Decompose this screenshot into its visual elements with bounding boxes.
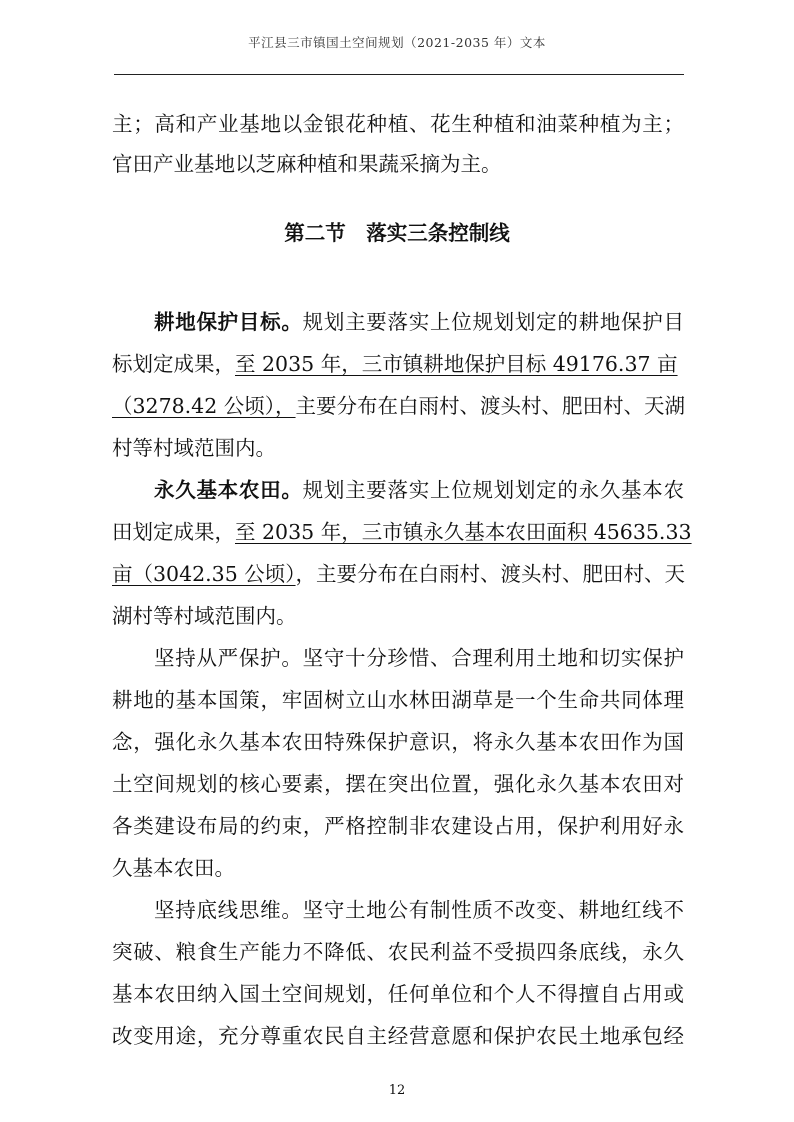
- text-run: 主；高和产业基地以金银花种植、花生种植和油菜种植为主；: [112, 112, 684, 136]
- underlined-text: （3278.42 公顷），: [112, 394, 296, 418]
- text-line: [112, 434, 684, 462]
- text-line: [112, 980, 684, 1008]
- section-heading: 第二节 落实三条控制线: [284, 221, 510, 245]
- text-run: 突破、粮食生产能力不降低、农民利益不受损四条底线，永久: [112, 940, 684, 964]
- underlined-text: 至 2035 年，三市镇永久基本农田面积 45635.33: [235, 520, 692, 544]
- text-run: 坚持底线思维。坚守土地公有制性质不改变、耕地红线不: [154, 898, 684, 922]
- text-line: [112, 728, 684, 756]
- text-run: 各类建设布局的约束，严格控制非农建设占用，保护利用好永: [112, 814, 684, 838]
- text-line: [112, 896, 684, 924]
- text-line: [112, 350, 684, 378]
- text-line: [112, 812, 684, 840]
- text-run: 坚持从严保护。坚守十分珍惜、合理利用土地和切实保护: [154, 646, 684, 670]
- text-run: 湖村等村域范围内。: [112, 604, 297, 628]
- text-line: [112, 938, 684, 966]
- underlined-text: 至 2035 年，三市镇耕地保护目标 49176.37 亩: [235, 352, 678, 376]
- running-header: 平江县三市镇国土空间规划（2021-2035 年）文本: [248, 35, 546, 50]
- text-run: 久基本农田。: [112, 856, 235, 880]
- text-run: 念，强化永久基本农田特殊保护意识，将永久基本农田作为国: [112, 730, 684, 754]
- text-line: [112, 854, 684, 882]
- text-run: 官田产业基地以芝麻种植和果蔬采摘为主。: [112, 152, 502, 176]
- text-run: 基本农田纳入国土空间规划，任何单位和个人不得擅自占用或: [112, 982, 684, 1006]
- text-run: 规划主要落实上位规划划定的耕地保护目: [302, 310, 685, 334]
- text-run: 标划定成果，: [112, 352, 235, 376]
- text-line: [112, 110, 684, 138]
- text-run: 改变用途，充分尊重农民自主经营意愿和保护农民土地承包经: [112, 1024, 684, 1048]
- text-line: [112, 518, 692, 546]
- bold-lead-in: 永久基本农田。: [154, 478, 303, 502]
- text-line: [112, 392, 684, 420]
- text-line: [112, 560, 684, 588]
- text-run: 主要分布在白雨村、渡头村、肥田村、天湖: [295, 394, 686, 418]
- bold-lead-in: 耕地保护目标。: [154, 310, 303, 334]
- text-run: ，主要分布在白雨村、渡头村、肥田村、天: [295, 562, 686, 586]
- text-line: [112, 770, 684, 798]
- text-line: [112, 1022, 684, 1050]
- page-number: 12: [388, 1083, 406, 1098]
- text-line: [112, 602, 684, 630]
- text-run: 土空间规划的核心要素，摆在突出位置，强化永久基本农田对: [112, 772, 684, 796]
- text-run: 村等村域范围内。: [112, 436, 276, 460]
- underlined-text: 亩（3042.35 公顷）: [112, 562, 296, 586]
- header-divider: [114, 74, 684, 75]
- text-run: 田划定成果，: [112, 520, 235, 544]
- text-line: [112, 308, 684, 336]
- text-line: [112, 150, 684, 178]
- text-line: [112, 686, 684, 714]
- text-run: 耕地的基本国策，牢固树立山水林田湖草是一个生命共同体理: [112, 688, 684, 712]
- text-line: [112, 644, 684, 672]
- text-run: 规划主要落实上位规划划定的永久基本农: [302, 478, 685, 502]
- text-line: [112, 476, 684, 504]
